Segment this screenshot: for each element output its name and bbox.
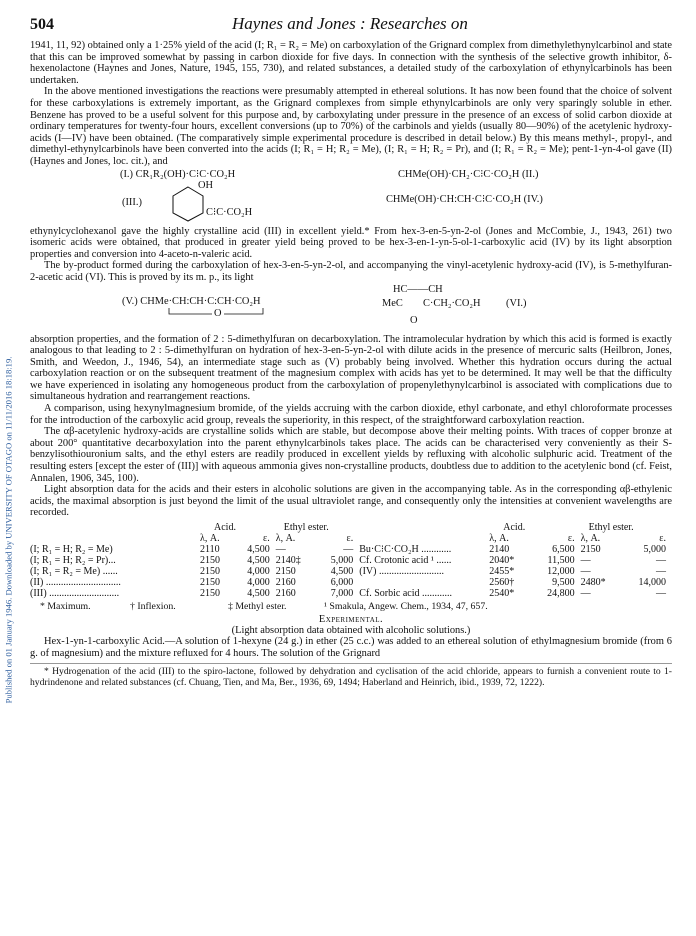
footnote-divider [30,663,672,664]
table-cell: 2140‡ [275,555,301,566]
table-cell: — [580,566,591,577]
table-row [30,588,672,599]
sidebar-watermark [2,150,14,910]
table-cell: 4,000 [247,566,270,577]
formula-row-2 [30,180,672,226]
paragraph-8: Light absorption data for the acids and their esters in alcoholic solutions are given in the accompanying table. As in the corresponding αβ-ethylenic acids, the maximal absorption is just beyond the limit of the usual ultraviolet range, and consequently only the intensities at convenient wavelengths are recorded. [30,484,672,519]
table-header-acid-left: Acid. [214,522,236,533]
paragraph-7: The αβ-acetylenic hydroxy-acids are crystalline solids which are stable, but decompose above their melting points. With traces of copper bronze at about 200° quantitative decarboxylation into the parent ethynylcarbinols takes place. The acids can be characterised very conveniently as their S-benzylisothiouronium salts, and the ethyl esters are readily produced in excellent yields by refluxing with alcoholic sulphuric acid. Treatment of the resulting esters [except the ester of (III)] with aqueous ammonia gives non-crystalline products, doubtless due to addition to the acetylenic bond (cf. Feist, Annalen, 1906, 345, 100). [30,426,672,484]
note-maximum: * Maximum. [40,601,91,612]
table-cell: (II) .............................. [30,577,121,588]
table-cell [359,577,489,588]
table-cell: 2560† [489,577,515,588]
table-cell: 12,000 [547,566,575,577]
table-row [30,577,672,588]
table-cell: 7,000 [330,588,354,599]
paragraph-4: The by-product formed during the carboxylation of hex-3-en-5-yn-2-ol, and accompanying the vinyl-acetylenic hydroxy-acid (IV), is 5-methylfuran-2-acetic acid (VI). This is proved by its m. p., its light [30,260,672,283]
sub-epsilon: ε. [567,533,575,544]
sub-epsilon: ε. [659,533,666,544]
table-cell: 5,000 [330,555,354,566]
running-title: Haynes and Jones : Researches on [232,14,468,33]
table-header-ester-right: Ethyl ester. [588,522,634,533]
table-cell: 9,500 [552,577,575,588]
note-methyl-ester: ‡ Methyl ester. [228,601,287,612]
table-cell: 2150 [200,555,220,566]
formula-I: (I.) CR₁R₂(OH)·C⁝C·CO₂H [120,168,236,180]
table-header-acid-right: Acid. [503,522,526,533]
paragraph-2: In the above mentioned investigations the reactions were presumably attempted in ethereal solutions. It has now been found that the choice of solvent for these carboxylations is extremely important, as the Grignard complexes from simple ethynylcarbinols are only very sparingly soluble in ether. Benzene has proved to be a useful solvent for this purpose and, by carboxylating under pressure in the presence of an excess of solid carbon dioxide at ordinary temperatures for twenty-four hours, excellent conversions (up to 70%) of the carbinols and yields (usually 80—90%) of the acetylenic hydroxy-acids (I—IV) have been obtained. (The comparatively simple experimental procedure is described in detail below.) By this means methyl-, propyl-, and dimethyl-ethynylcarbinols have been converted into the acids (I; R₁ = H; R₂ = Me), (I; R₁ = H; R₂ = Pr), and (I; R₁ = R₂ = Me); pent-1-yn-4-ol gave (II) (Haynes and Jones, loc. cit.), and [30,86,672,167]
table-cell: 2150 [200,566,220,577]
table-header-ester-left: Ethyl ester. [283,522,329,533]
table-cell: — [656,555,666,566]
formula-IV: CHMe(OH)·CH:CH·C⁝C·CO₂H (IV.) [386,193,543,205]
table-cell: 4,500 [330,566,354,577]
sub-lambda: λ, A. [580,533,601,544]
table-cell: 4,500 [247,544,270,555]
table-cell: 2160 [275,588,296,599]
table-cell: 24,800 [547,588,575,599]
note-smakula: ¹ Smakula, Angew. Chem., 1934, 47, 657. [324,601,488,612]
table-cell: 2140 [489,544,510,555]
formula-VI-oxygen: O [410,314,418,326]
formula-III-label: (III.) [122,196,142,208]
formula-II: CHMe(OH)·CH₂·C⁝C·CO₂H (II.) [398,168,539,180]
table-cell: 2150 [200,588,220,599]
table-cell: — [580,555,591,566]
page [30,14,672,688]
table-cell: (I; R₁ = H; R₂ = Me) [30,544,113,555]
table-cell: — [656,566,666,577]
table-cell: Cf. Sorbic acid ............ [359,588,453,599]
formula-row-3 [30,284,672,334]
absorption-table [30,522,672,599]
table-cell: 11,500 [547,555,575,566]
paragraph-3: ethynylcyclohexanol gave the highly crystalline acid (III) in excellent yield.* From hex-3-en-5-yn-2-ol (Jones and McCombie, J., 1943, 261) two isomeric acids were obtained, that produced in greater yield being proved to be hex-3-en-1-yn-5-ol-1-carboxylic acid (IV) by its light absorption properties and conversion into 4-aceto-n-valeric acid. [30,225,672,260]
table-row [30,566,672,577]
table-cell: 6,500 [552,544,575,555]
table-cell: 4,500 [247,555,270,566]
table-cell: 2480* [580,577,606,588]
experimental-subheading: (Light absorption data obtained with alcoholic solutions.) [231,625,471,636]
table-row [30,544,672,555]
running-header [30,14,672,36]
table-cell: 4,500 [247,588,270,599]
table-cell: 2455* [489,566,515,577]
sidebar-text: Published on 01 January 1946. Downloaded by UNIVERSITY OF OTAGO on 11/11/2016 18:18:19. [3,356,14,704]
table-cell: 4,000 [247,577,270,588]
formula-V-oxygen: O [214,307,222,319]
table-cell: 6,000 [330,577,354,588]
paragraph-1: 1941, 11, 92) obtained only a 1·25% yield of the acid (I; R₁ = R₂ = Me) on carboxylation of the Grignard complex from dimethylethynylcarbinol and state that this can be improved somewhat by passing in carbon dioxide for five days. In connection with the synthesis of the selective growth inhibitor, δ-hexenolactone (Haynes and Jones, Nature, 1945, 155, 730), and related substances, a detailed study of the carboxylation of ethynylcarbinols has been undertaken. [30,40,672,86]
formula-III-substituent: C⁝C·CO₂H [206,206,253,218]
table-cell: 2150 [580,544,601,555]
sub-lambda: λ, A. [200,533,220,544]
table-cell: Cf. Crotonic acid ¹ ...... [359,555,452,566]
footnote: * Hydrogenation of the acid (III) to the spiro-lactone, followed by dehydration and cyclisation of the acid chloride, appears to furnish a convenient route to 1-hydrindenone and related substances (cf. Chuang, Tien, and Ma, Ber., 1936, 69, 1494; Haberland and Heinrich, ibid., 1939, 72, 1222). [30,666,672,688]
experimental-heading: Experimental. [318,614,384,625]
table-cell: — [656,588,666,599]
ring-shape [173,187,203,221]
table-cell: 2040* [489,555,515,566]
table-cell: (I; R₁ = R₂ = Me) ...... [30,566,118,577]
table-cell: — [343,544,354,555]
table-cell: 2150 [200,577,220,588]
sub-lambda: λ, A. [489,533,509,544]
table-cell: — [275,544,286,555]
experimental-paragraph: Hex-1-yn-1-carboxylic Acid.—A solution of 1-hexyne (24 g.) in ether (25 c.c.) was added to an ethereal solution of ethylmagnesium bromide (from 6 g. of magnesium) and the mixture refluxed for 4 hours. The solution of the Grignard [30,636,672,659]
table-row [30,555,672,566]
table-cell: (I; R₁ = H; R₂ = Pr)... [30,555,116,566]
formula-VI-right: C·CH₂·CO₂H [423,297,481,309]
sub-lambda: λ, A. [275,533,296,544]
table-cell: Bu·C⁝C·CO₂H ............ [359,544,452,555]
table-header-row [30,522,672,533]
table-cell: — [580,588,591,599]
page-number: 504 [30,16,54,33]
table-cell: (IV) .......................... [359,566,444,577]
table-cell: 14,000 [638,577,666,588]
table-cell: 2540* [489,588,515,599]
formula-VI-left: MeC [382,297,403,309]
formula-VI-label: (VI.) [506,297,527,309]
note-inflexion: † Inflexion. [130,601,176,612]
formula-row-1 [30,168,672,180]
table-cell: 2160 [275,577,296,588]
sub-epsilon: ε. [263,533,270,544]
table-cell: 5,000 [643,544,666,555]
paragraph-6: A comparison, using hexynylmagnesium bromide, of the yields accruing with the carbon dioxide, ethyl carbonate, and ethyl chloroformate processes for the introduction of the carboxylic acid group, reveals the superiority, in this respect, of the straightforward carboxylation reaction. [30,403,672,426]
table-cell: (III) ............................ [30,588,120,599]
table-cell: 2150 [275,566,296,577]
formula-VI-top: HC——CH [393,283,443,295]
table-cell: 2110 [200,544,220,555]
table-subheader-row [30,533,672,544]
formula-III-oh: OH [198,179,214,191]
table-notes [30,601,672,612]
sub-epsilon: ε. [346,533,354,544]
formula-V: (V.) CHMe·CH:CH·C:CH·CO₂H [122,295,261,307]
paragraph-5: absorption properties, and the formation of 2 : 5-dimethylfuran on decarboxylation. The intramolecular hydration by which this acid is formed is exactly analogous to that leading to 2 : 5-dimethylfuran on hydration of hex-3-en-5-yn-2-ol with dilute acids in the presence of mercuric salts (Heilbron, Jones, Smith, and Weedon, J., 1946, 54), an intermediate stage such as (V) probably being involved. Whether this hydration occurs during the actual carboxylation reaction or on the subsequent treatment of the magnesium complex with acids has yet to be determined. It may well be that the difficulty we have experienced in isolating any homogeneous product from the carboxylation of propenylethynylcarbinol is associated with complications due to simultaneous hydration and rearrangement reactions. [30,333,672,403]
